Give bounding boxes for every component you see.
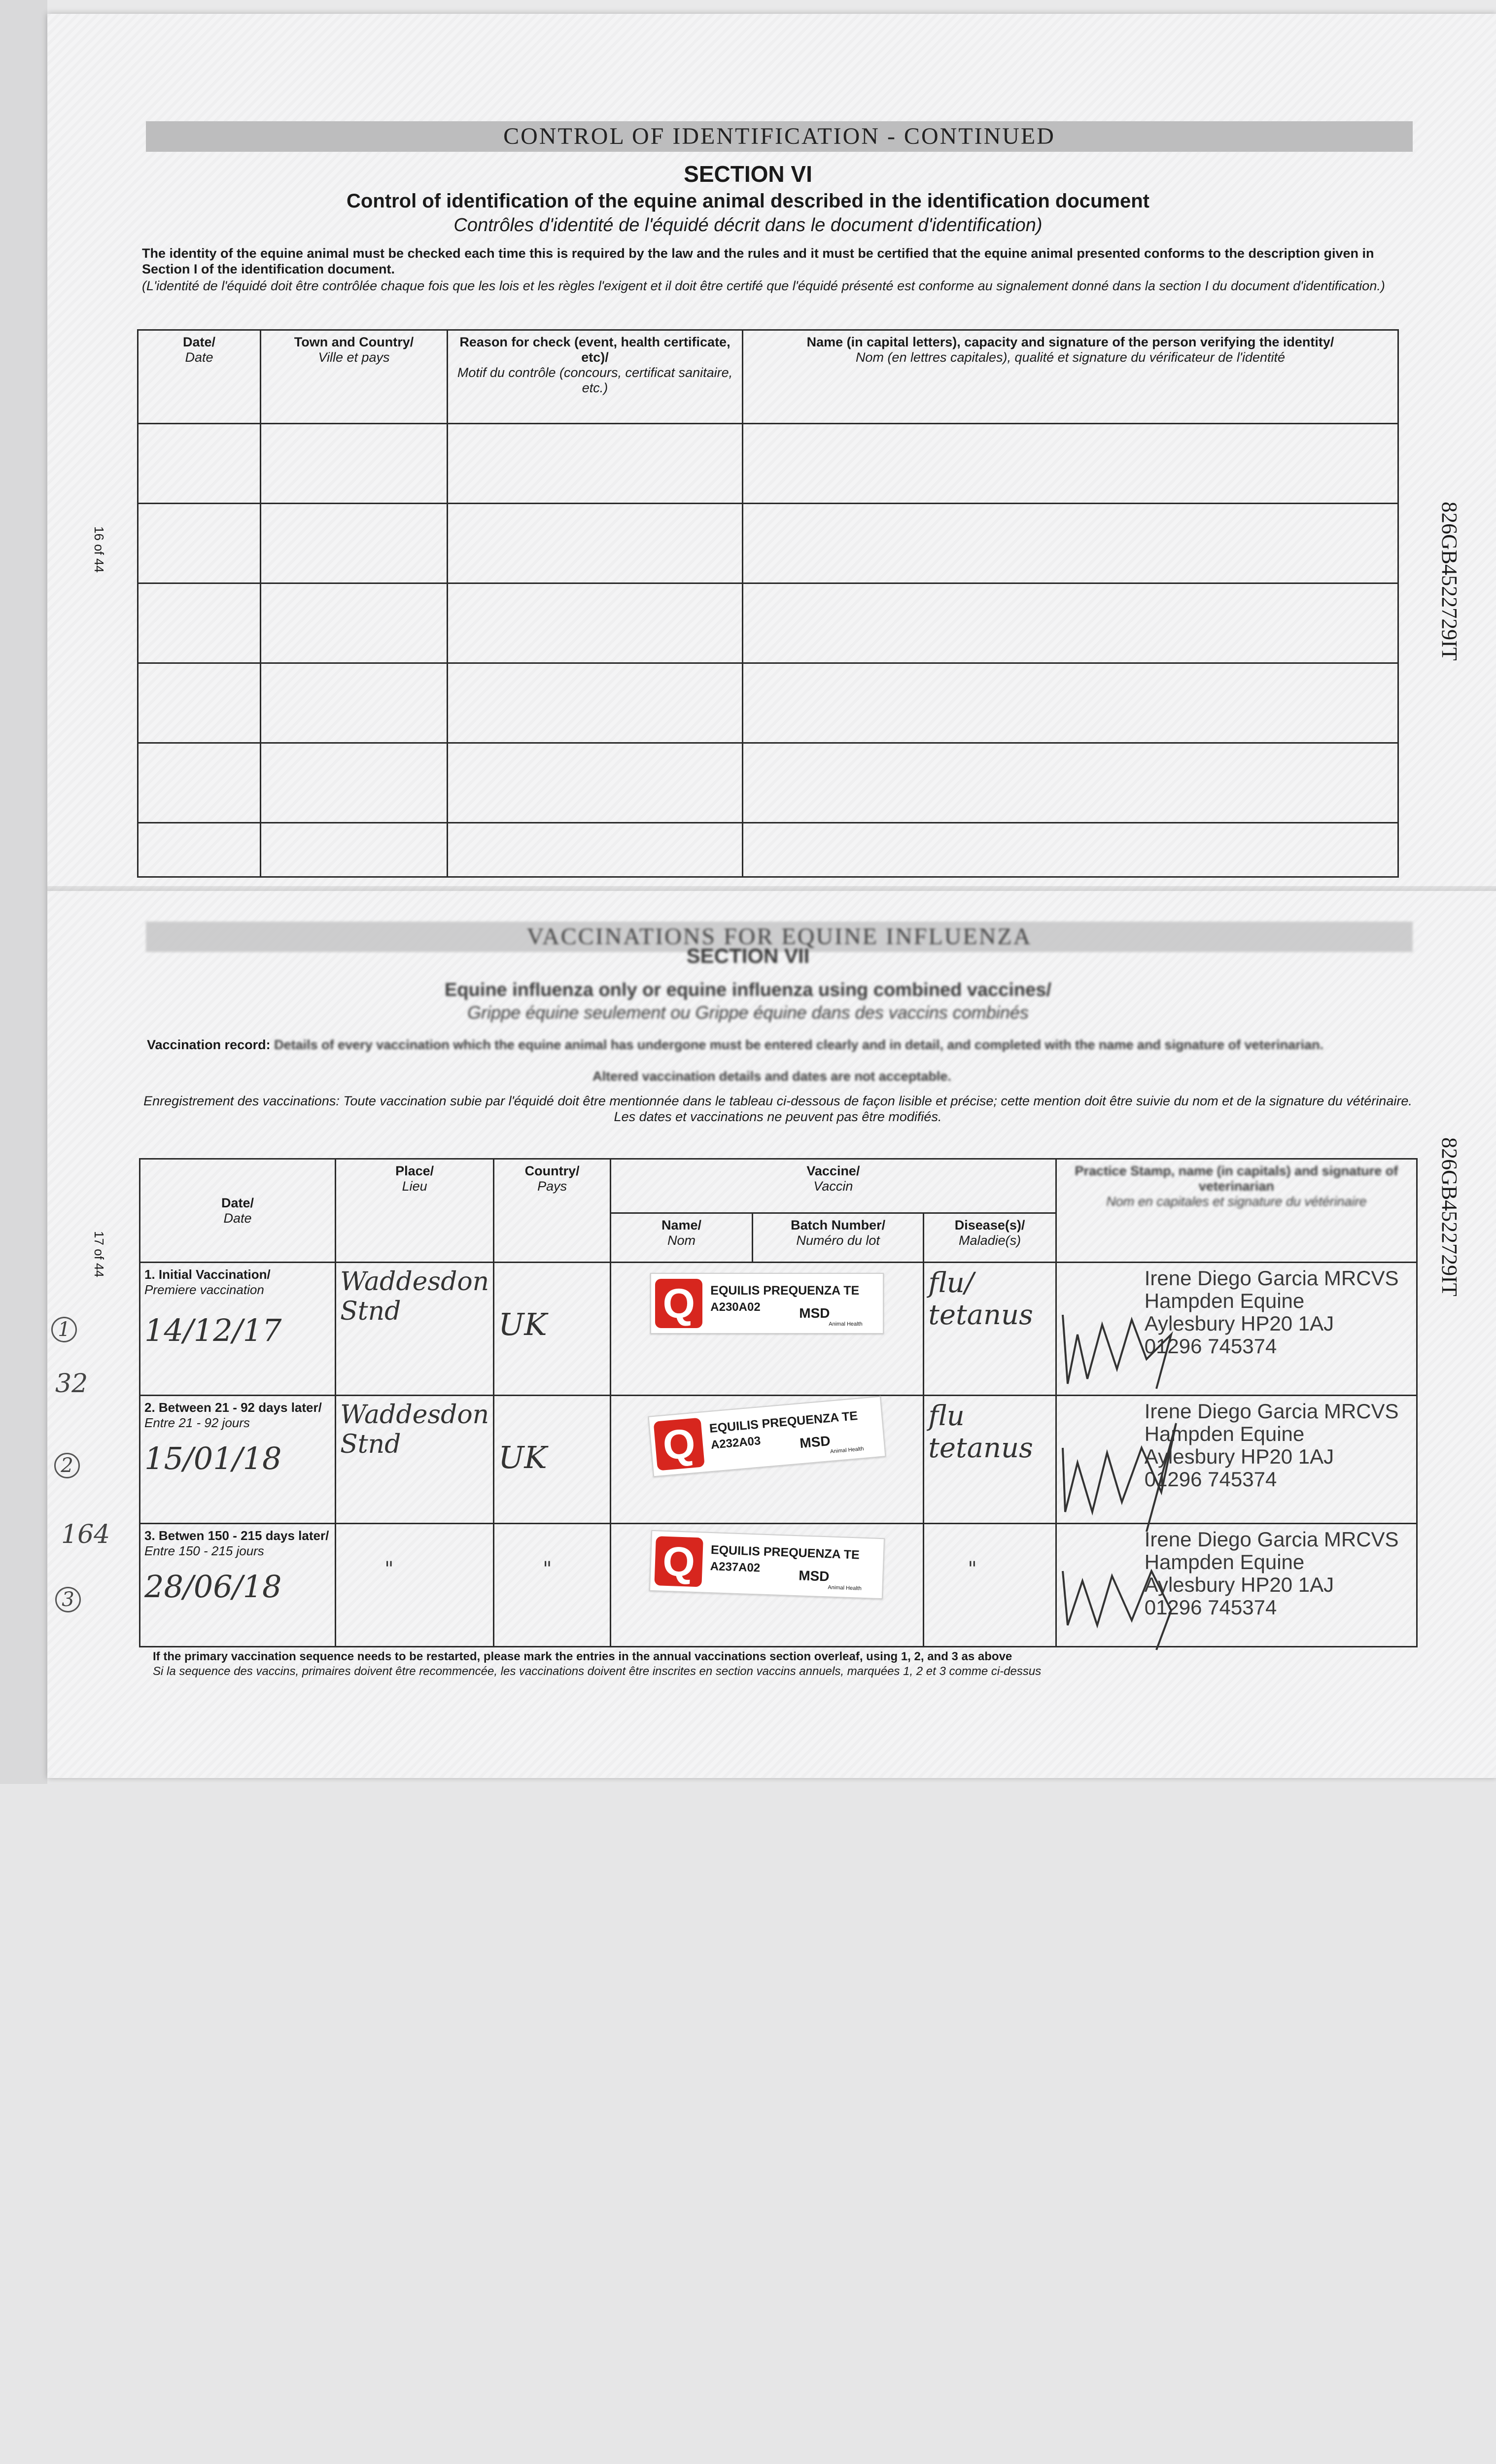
col-date: Date/ Date: [138, 330, 261, 424]
country-cell: UK: [494, 1396, 611, 1524]
binding-edge: [0, 0, 47, 1784]
handwritten-date: 14/12/17: [144, 1312, 282, 1348]
q-logo-icon: Q: [655, 1279, 702, 1328]
vaccine-sticker-cell: [611, 1524, 924, 1647]
table-row: [138, 583, 1398, 663]
vaccine-sticker-cell: [611, 1263, 924, 1396]
practice-stamp: Irene Diego Garcia MRCVS Hampden Equine Aylesbury HP20 1AJ 01296 745374: [1144, 1528, 1399, 1619]
page-number: 17 of 44: [92, 1231, 106, 1277]
disease-cell: ": [924, 1524, 1056, 1647]
table-row: [138, 823, 1398, 877]
footer-en: If the primary vaccination sequence needs to be restarted, please mark the entries in the annual vaccinations section overleaf, using 1, 2, and 3 as above: [153, 1650, 1012, 1663]
page-number: 16 of 44: [92, 526, 106, 573]
footer-fr: Si la sequence des vaccins, primaires doivent être recommencée, les vaccinations doivent être inscrites en section vaccins annuels, marquées 1, 2 et 3 comme ci-dessus: [153, 1665, 1042, 1678]
margin-note-circled: 1: [51, 1317, 77, 1342]
intro-fr: (L'identité de l'équidé doit être contrôlée chaque fois que les lois et les règles l'exigent et il doit être certifé que l'équidé présenté est conforme au signalement donné dans la section I du document d'identification.): [142, 278, 1385, 293]
scanner-background: [0, 1784, 1496, 2464]
margin-note-circled: 2: [54, 1453, 80, 1478]
section-banner: CONTROL OF IDENTIFICATION - CONTINUED: [146, 121, 1413, 152]
col-reason: Reason for check (event, health certificate, etc)/ Motif du contrôle (concours, certificat sanitaire, etc.): [448, 330, 743, 424]
table-row: [138, 504, 1398, 583]
col-town-country: Town and Country/ Ville et pays: [261, 330, 448, 424]
page-section-vi: [47, 14, 1496, 891]
section-title-en: Equine influenza only or equine influenza using combined vaccines/: [445, 980, 1051, 1000]
col-country: Country/ Pays: [494, 1159, 611, 1263]
passport-id: 826GB4522729IT: [1437, 502, 1461, 661]
q-logo-icon: Q: [655, 1536, 703, 1587]
col-vaccine: Vaccine/ Vaccin: [611, 1159, 1056, 1213]
passport-spread: [47, 14, 1496, 1778]
country-cell: ": [494, 1524, 611, 1647]
section-title-en: Control of identification of the equine animal described in the identification document: [347, 190, 1149, 212]
identity-check-table: [137, 329, 1399, 878]
table-row: [138, 743, 1398, 823]
q-logo-icon: Q: [654, 1418, 705, 1471]
col-batch-number: Batch Number/ Numéro du lot: [752, 1213, 924, 1263]
country-cell: UK: [494, 1263, 611, 1396]
msd-logo: MSD: [799, 1433, 832, 1451]
page-section-vii: [47, 891, 1496, 1778]
date-cell: 2. Between 21 - 92 days later/ Entre 21 - 92 jours 15/01/18: [140, 1396, 336, 1524]
disease-cell: flu tetanus: [924, 1396, 1056, 1524]
margin-note: 164: [61, 1520, 110, 1549]
intro-en: The identity of the equine animal must be checked each time this is required by the law and the rules and it must be certified that the equine animal presented conforms to the description given in Section I of the identification document.: [142, 246, 1374, 276]
table-row: [138, 663, 1398, 743]
passport-id: 826GB4522729IT: [1437, 1137, 1461, 1297]
handwritten-date: 15/01/18: [144, 1440, 282, 1476]
place-cell: ": [336, 1524, 494, 1647]
vaccine-batch-sticker: Q EQUILIS PREQUENZA TE A237A02 MSD Animal Health: [649, 1530, 885, 1599]
vaccination-record-en: Vaccination record: Details of every vaccination which the equine animal has undergone must be entered clearly and in detail, and completed with the name and signature of veterinarian.: [147, 1037, 1324, 1052]
table-row: [138, 424, 1398, 504]
vaccination-record-note: Altered vaccination details and dates are not acceptable.: [592, 1069, 951, 1084]
section-heading: SECTION VII: [686, 944, 810, 967]
practice-stamp: Irene Diego Garcia MRCVS Hampden Equine Aylesbury HP20 1AJ 01296 745374: [1144, 1400, 1399, 1491]
handwritten-date: 28/06/18: [144, 1569, 282, 1605]
vet-signatures: [1048, 1236, 1225, 1660]
section-title-fr: Contrôles d'identité de l'équidé décrit dans le document d'identification): [453, 215, 1043, 236]
col-date: Date/ Date: [140, 1159, 336, 1263]
section-heading: SECTION VI: [684, 161, 812, 187]
vaccination-record-fr: Enregistrement des vaccinations: Toute vaccination subie par l'équidé doit être mentionnée dans le tableau ci-dessous de façon lisible et précise; cette mention doit être suivie du nom et de la signature du vétérinaire. Les dates et vaccinations ne peuvent pas être modifiés.: [143, 1094, 1412, 1124]
col-place: Place/ Lieu: [336, 1159, 494, 1263]
col-disease: Disease(s)/ Maladie(s): [924, 1213, 1056, 1263]
vaccine-sticker-cell: [611, 1396, 924, 1524]
col-verifier: Name (in capital letters), capacity and signature of the person verifying the identity/ Nom (en lettres capitales), qualité et signature du vérificateur de l'identité: [743, 330, 1398, 424]
msd-logo: MSD: [799, 1305, 830, 1321]
margin-note-circled: 3: [55, 1587, 81, 1612]
place-cell: Waddesdon Stnd: [336, 1263, 494, 1396]
place-cell: Waddesdon Stnd: [336, 1396, 494, 1524]
margin-note: 32: [55, 1369, 88, 1399]
section-banner: VACCINATIONS FOR EQUINE INFLUENZA: [146, 922, 1413, 952]
msd-logo: MSD: [799, 1568, 830, 1584]
disease-cell: flu/ tetanus: [924, 1263, 1056, 1396]
section-title-fr: Grippe équine seulement ou Grippe équine dans des vaccins combinés: [467, 1002, 1029, 1023]
vaccine-batch-sticker: Q EQUILIS PREQUENZA TE A230A02 MSD Animal Health: [650, 1273, 884, 1334]
col-practice-stamp: Practice Stamp, name (in capitals) and signature of veterinarian Nom en capitales et signature du vétérinaire: [1056, 1159, 1417, 1263]
vaccine-batch-sticker: Q EQUILIS PREQUENZA TE A232A03 MSD Animal Health: [648, 1396, 886, 1477]
col-vaccine-name: Name/ Nom: [611, 1213, 753, 1263]
date-cell: 1. Initial Vaccination/ Premiere vaccination 14/12/17: [140, 1263, 336, 1396]
date-cell: 3. Betwen 150 - 215 days later/ Entre 150 - 215 jours 28/06/18: [140, 1524, 336, 1647]
vaccination-table: [139, 1158, 1418, 1647]
practice-stamp: Irene Diego Garcia MRCVS Hampden Equine Aylesbury HP20 1AJ 01296 745374: [1144, 1266, 1399, 1358]
